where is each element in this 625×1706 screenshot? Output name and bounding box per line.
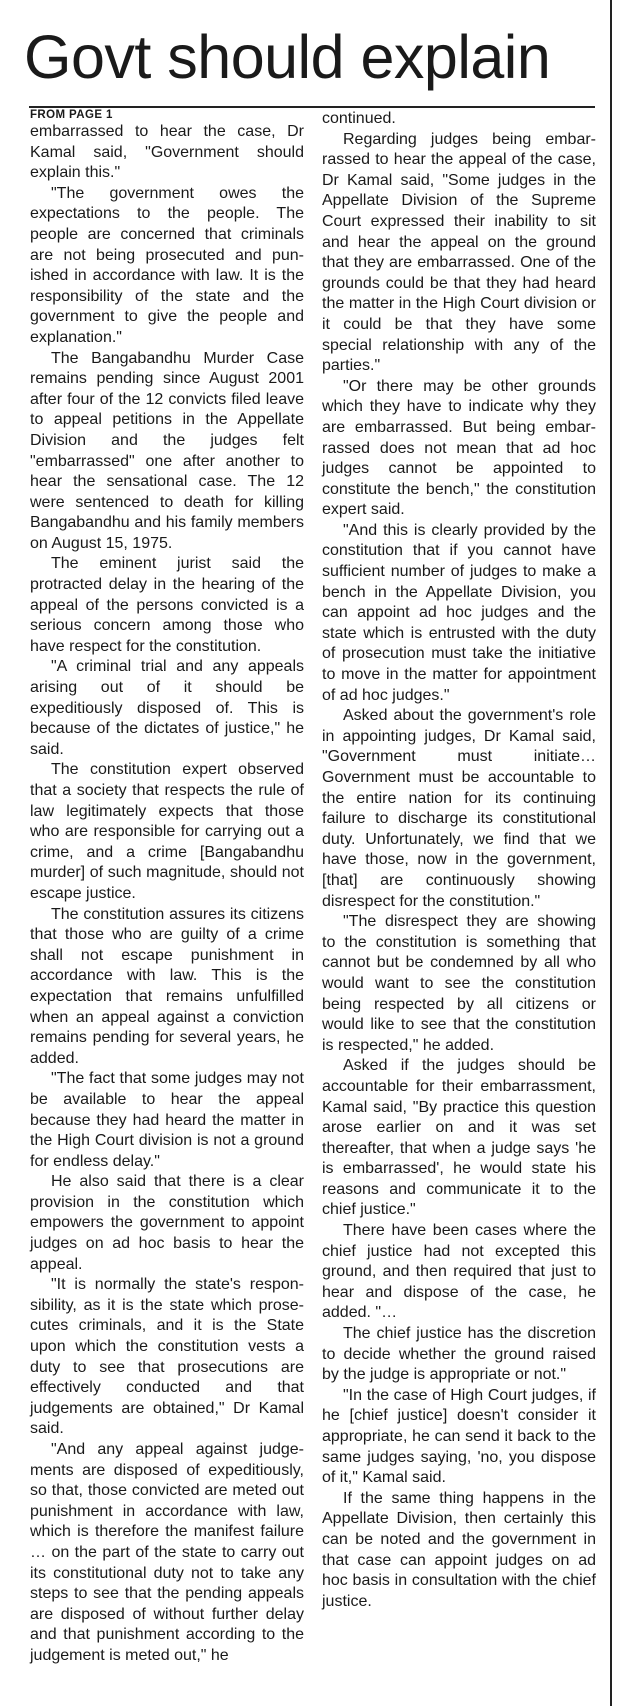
- column-border-rule: [610, 0, 612, 1706]
- paragraph: The chief justice has the discretion to decide whether the ground raised by the judge is appropriate or not.": [322, 1325, 596, 1384]
- paragraph: He also said that there is a clear provision in the constitution which empowers the government to appoint judges on ad hoc basis to hear the appeal.: [30, 1173, 304, 1273]
- paragraph: The constitution expert observed that a society that respects the rule of law legitimately expects that those who are responsible for carrying out a crime, and a crime [Bangabandhu murder] of such magnitude, should not escape justice.: [30, 761, 304, 902]
- paragraph: The constitution assures its citizens that those who are guilty of a crime shall not escape punishment in accordance with law. This is the expectation that remains unfulfilled when an appeal against a conviction remains pending for several years, he added.: [30, 905, 304, 1067]
- right-column: [322, 108, 596, 1704]
- paragraph: Regarding judges being embarrassed to hear the appeal of the case, Dr Kamal said, "Some judges in the Appellate Division of the Supreme Court expressed their inability to sit and hear the appeal on the ground that they are embarrassed. One of the grounds could be that they had heard the matter in the High Court division or it could be that they have some special relationship with any of the parties.": [322, 130, 596, 375]
- paragraph: "A criminal trial and any appeals arising out of it should be expeditiously disposed of. This is because of the dictates of justice," he said.: [30, 658, 304, 758]
- paragraph: continued.: [322, 110, 396, 127]
- paragraph: "It is normally the state's responsibility, as it is the state which prosecutes criminals, and it is the State upon which the constitution vests a duty to see that prosecutions are effectively conducted and that judgements are obtained," Dr Kamal said.: [30, 1276, 304, 1438]
- continued-from-label: FROM PAGE 1: [30, 109, 113, 121]
- paragraph: "Or there may be other grounds which they have to indicate why they are embarrassed. But being embarrassed does not mean that ad hoc judges cannot be appointed to constitute the bench," the constitution expert said.: [322, 377, 596, 519]
- article-body: [30, 108, 596, 1704]
- left-column: [30, 108, 304, 1704]
- paragraph: Asked about the government's role in appointing judges, Dr Kamal said, "Government must initiate…Government must be accountable to the entire nation for its continuing failure to discharge its constitutional duty. Unfortunately, we find that we have those, now in the government, [that] are continuously showing disrespect for the constitution.": [322, 707, 596, 910]
- paragraph: The eminent jurist said the protracted delay in the hearing of the appeal of the persons convicted is a serious concern among those who have respect for the constitution.: [30, 555, 304, 655]
- paragraph: Asked if the judges should be accountable for their embarrassment, Kamal said, "By practice this question arose earlier on and it was set thereafter, that when a judge says 'he is embarrassed', he would state his reasons and communicate it to the chief justice.": [322, 1057, 596, 1219]
- paragraph: There have been cases where the chief justice had not excepted this ground, and then required that just to hear and dispose of the case, he added. "…: [322, 1222, 596, 1322]
- paragraph: "And any appeal against judgements are disposed of expeditiously, so that, those convicted are meted out punishment in accordance with law, which is therefore the manifest failure … on the part of the state to carry out its constitutional duty not to take any steps to see that the pending appeals are disposed of without further delay and that punishment according to the judgement is meted out," he: [30, 1441, 304, 1664]
- headline: Govt should explain: [24, 23, 551, 91]
- paragraph: "The government owes the expectations to the people. The people are concerned that criminals are not being prosecuted and punished in accordance with law. It is the responsibility of the state and the government to give the people and explanation.": [30, 184, 304, 346]
- paragraph: "In the case of High Court judges, if he [chief justice] doesn't consider it appropriate, he can send it back to the same judges saying, 'no, you dispose of it," Kamal said.: [322, 1386, 596, 1487]
- paragraph: "The disrespect they are showing to the constitution is something that cannot but be condemned by all who would want to see the constitution being respected by all citizens or would like to see that the constitution is respected," he added.: [322, 913, 596, 1054]
- paragraph: "And this is clearly provided by the constitution that if you cannot have sufficient number of judges to make a bench in the Appellate Division, you can appoint ad hoc judges and the state which is entrusted with the duty of prosecution must take the initiative to move in the matter for appointment of ad hoc judges.": [322, 521, 596, 704]
- paragraph: The Bangabandhu Murder Case remains pending since August 2001 after four of the 12 convicts filed leave to appeal petitions in the Appellate Division and the judges felt "embarrassed" one after another to hear the sensational case. The 12 were sentenced to death for killing Bangabandhu and his family members on August 15, 1975.: [30, 349, 304, 552]
- paragraph: If the same thing happens in the Appellate Division, then certainly this can be noted and the government in that case can appoint judges on ad hoc basis in consultation with the chief justice.: [322, 1489, 596, 1610]
- paragraph: "The fact that some judges may not be available to hear the appeal because they had heard the matter in the High Court division is not a ground for endless delay.": [30, 1070, 304, 1170]
- paragraph: embarrassed to hear the case, Dr Kamal said, "Government should explain this.": [30, 123, 304, 182]
